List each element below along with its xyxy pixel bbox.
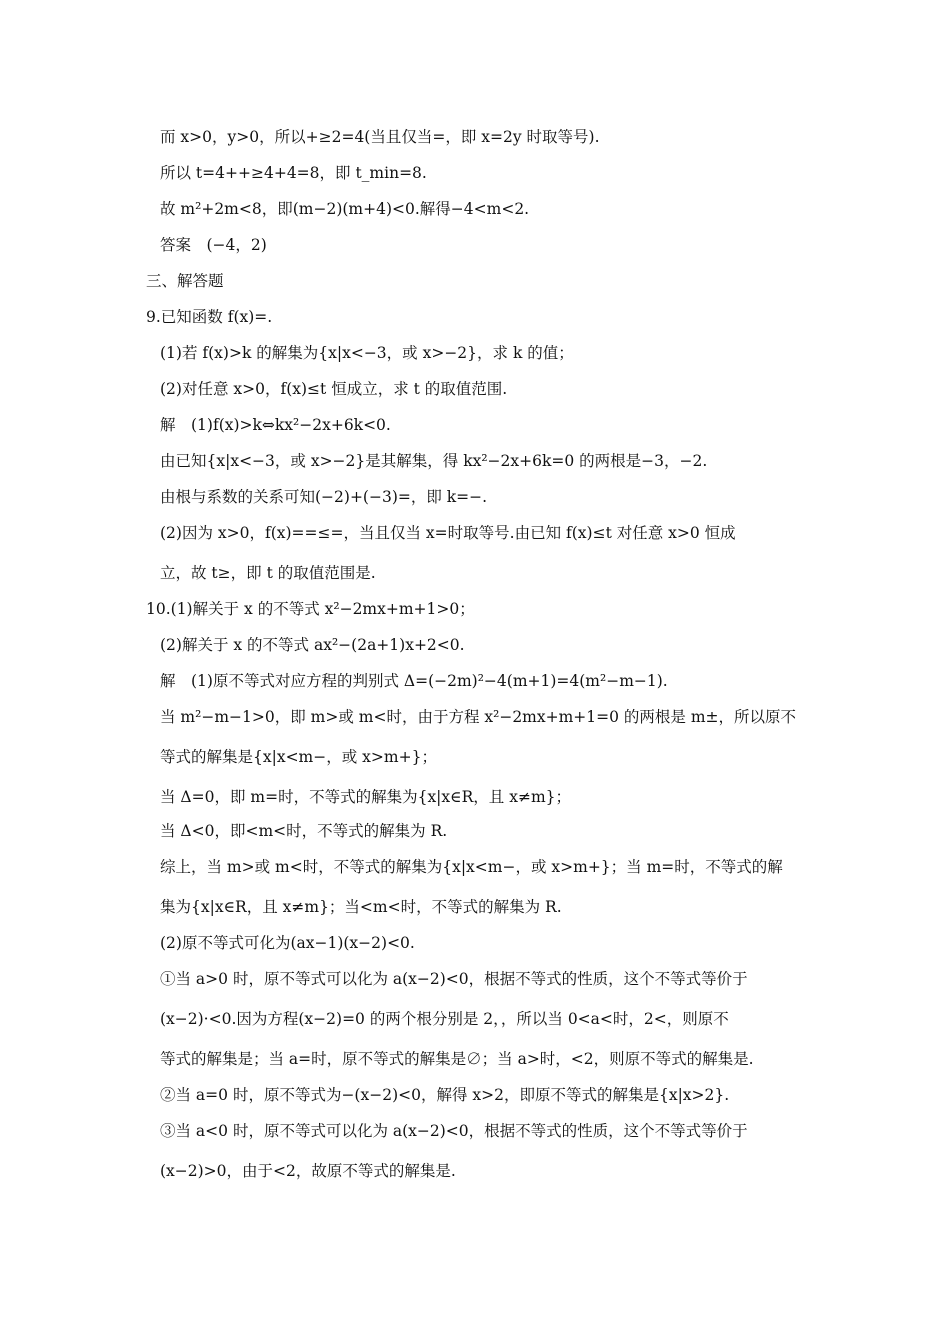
- problem-10-title: 10.(1)解关于 x 的不等式 x²−2mx+m+1>0；: [146, 600, 475, 618]
- text-line: 所以 t=4++≥4+4=8，即 t_min=8.: [160, 164, 427, 182]
- text-line: ①当 a>0 时，原不等式可以化为 a(x−2)<0，根据不等式的性质，这个不等式等价于: [160, 970, 748, 988]
- text-line: (x−2)·<0.因为方程(x−2)=0 的两个根分别是 2，，所以当 0<a<时，2<，则原不: [160, 1010, 729, 1028]
- text-line: 故 m²+2m<8，即(m−2)(m+4)<0.解得−4<m<2.: [160, 200, 530, 218]
- text-line: 由已知{x|x<−3，或 x>−2}是其解集，得 kx²−2x+6k=0 的两根是−3，−2.: [160, 452, 708, 470]
- text-line: (x−2)>0，由于<2，故原不等式的解集是.: [160, 1162, 456, 1180]
- text-line: (2)解关于 x 的不等式 ax²−(2a+1)x+2<0.: [160, 636, 465, 654]
- text-line: 综上，当 m>或 m<时，不等式的解集为{x|x<m−，或 x>m+}；当 m=时，不等式的解: [160, 858, 783, 876]
- text-line: (2)原不等式可化为(ax−1)(x−2)<0.: [160, 934, 415, 952]
- text-line: (2)因为 x>0，f(x)==≤=，当且仅当 x=时取等号.由已知 f(x)≤t 对任意 x>0 恒成: [160, 524, 736, 542]
- text-line: 等式的解集是{x|x<m−，或 x>m+}；: [160, 748, 437, 766]
- section-heading: 三、解答题: [146, 272, 224, 290]
- text-line: (1)若 f(x)>k 的解集为{x|x<−3，或 x>−2}，求 k 的值；: [160, 344, 574, 362]
- text-line: 立，故 t≥，即 t 的取值范围是.: [160, 564, 376, 582]
- text-line: 等式的解集是；当 a=时，原不等式的解集是∅；当 a>时，<2，则原不等式的解集是.: [160, 1050, 754, 1068]
- text-line: 由根与系数的关系可知(−2)+(−3)=，即 k=−.: [160, 488, 488, 506]
- text-line: 当 Δ=0，即 m=时，不等式的解集为{x|x∈R，且 x≠m}；: [160, 788, 572, 806]
- text-line: 而 x>0，y>0，所以+≥2=4(当且仅当=，即 x=2y 时取等号).: [160, 128, 600, 146]
- text-line: 解 (1)原不等式对应方程的判别式 Δ=(−2m)²−4(m+1)=4(m²−m−1).: [160, 672, 668, 690]
- problem-9-title: 9.已知函数 f(x)=.: [146, 308, 273, 326]
- text-line: 解 (1)f(x)>k⇔kx²−2x+6k<0.: [160, 416, 391, 434]
- text-line: (2)对任意 x>0，f(x)≤t 恒成立，求 t 的取值范围.: [160, 380, 508, 398]
- text-line: 当 m²−m−1>0，即 m>或 m<时，由于方程 x²−2mx+m+1=0 的两根是 m±，所以原不: [160, 708, 797, 726]
- text-line: ②当 a=0 时，原不等式为−(x−2)<0，解得 x>2，即原不等式的解集是{x|x>2}.: [160, 1086, 730, 1104]
- text-line: 当 Δ<0，即<m<时，不等式的解集为 R.: [160, 822, 448, 840]
- answer-line: 答案 (−4，2): [160, 236, 267, 254]
- text-line: 集为{x|x∈R，且 x≠m}；当<m<时，不等式的解集为 R.: [160, 898, 562, 916]
- text-line: ③当 a<0 时，原不等式可以化为 a(x−2)<0，根据不等式的性质，这个不等式等价于: [160, 1122, 748, 1140]
